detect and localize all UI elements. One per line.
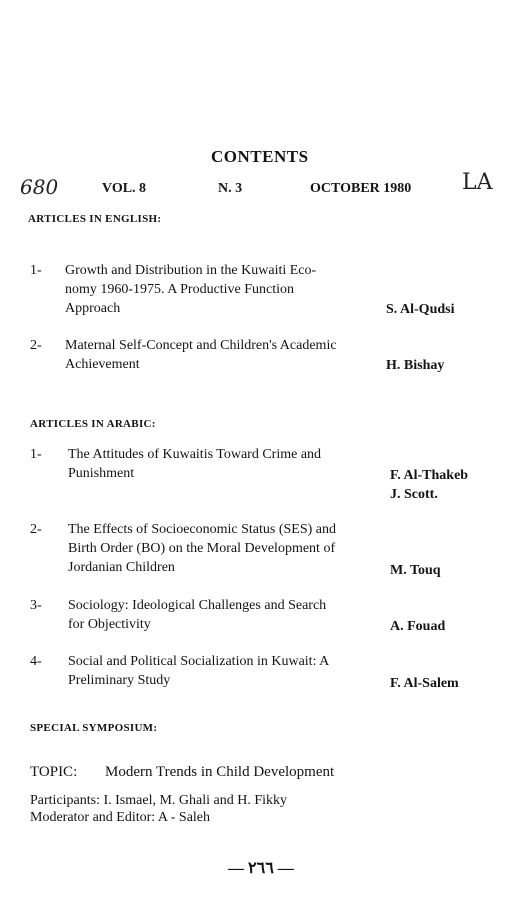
volume-label: VOL. 8 <box>102 181 147 196</box>
article-author: S. Al-Qudsi <box>386 302 455 317</box>
article-number: 4- <box>30 654 42 669</box>
topic-title: Modern Trends in Child Development <box>105 764 335 780</box>
article-title-line: The Attitudes of Kuwaitis Toward Crime and <box>68 447 322 462</box>
article-author: M. Touq <box>390 563 441 578</box>
article-number: 3- <box>30 598 42 613</box>
article-number: 1- <box>30 447 42 462</box>
handwritten-annotation-left: 680 <box>20 175 59 199</box>
article-title-line: Preliminary Study <box>68 673 171 688</box>
article-title-line: nomy 1960-1975. A Productive Function <box>65 282 295 297</box>
section-heading-arabic: ARTICLES IN ARABIC: <box>30 418 156 430</box>
article-number: 1- <box>30 263 42 278</box>
section-heading-symposium: SPECIAL SYMPOSIUM: <box>30 722 158 734</box>
article-title-line: Sociology: Ideological Challenges and Search <box>68 598 327 613</box>
article-number: 2- <box>30 338 42 353</box>
article-title-line: Punishment <box>68 466 135 481</box>
article-title-line: Jordanian Children <box>68 560 175 575</box>
page-title: CONTENTS <box>211 147 309 166</box>
participants-line: Participants: I. Ismael, M. Ghali and H. Fikky <box>30 793 288 808</box>
article-title-line: Social and Political Socialization in Kuwait: A <box>68 654 330 669</box>
article-title-line: Maternal Self-Concept and Children's Academic <box>65 338 337 353</box>
issue-date: OCTOBER 1980 <box>310 181 412 196</box>
article-title-line: Approach <box>65 301 121 316</box>
article-title-line: Growth and Distribution in the Kuwaiti Eco- <box>65 263 317 278</box>
article-author: J. Scott. <box>390 487 438 502</box>
article-title-line: The Effects of Socioeconomic Status (SES) and <box>68 522 337 537</box>
article-title-line: Achievement <box>65 357 140 372</box>
article-author: H. Bishay <box>386 358 445 373</box>
handwritten-annotation-right: LA <box>462 170 493 195</box>
article-title-line: Birth Order (BO) on the Moral Development of <box>68 541 336 556</box>
moderator-line: Moderator and Editor: A - Saleh <box>30 810 211 825</box>
page-number: — ٢٦٦ — <box>228 860 294 877</box>
section-heading-english: ARTICLES IN ENGLISH: <box>28 213 162 225</box>
issue-number: N. 3 <box>218 181 243 196</box>
topic-label: TOPIC: <box>30 764 78 780</box>
article-author: F. Al-Salem <box>390 676 459 691</box>
article-title-line: for Objectivity <box>68 617 151 632</box>
article-number: 2- <box>30 522 42 537</box>
article-author: A. Fouad <box>390 619 446 634</box>
article-author: F. Al-Thakeb <box>390 468 469 483</box>
